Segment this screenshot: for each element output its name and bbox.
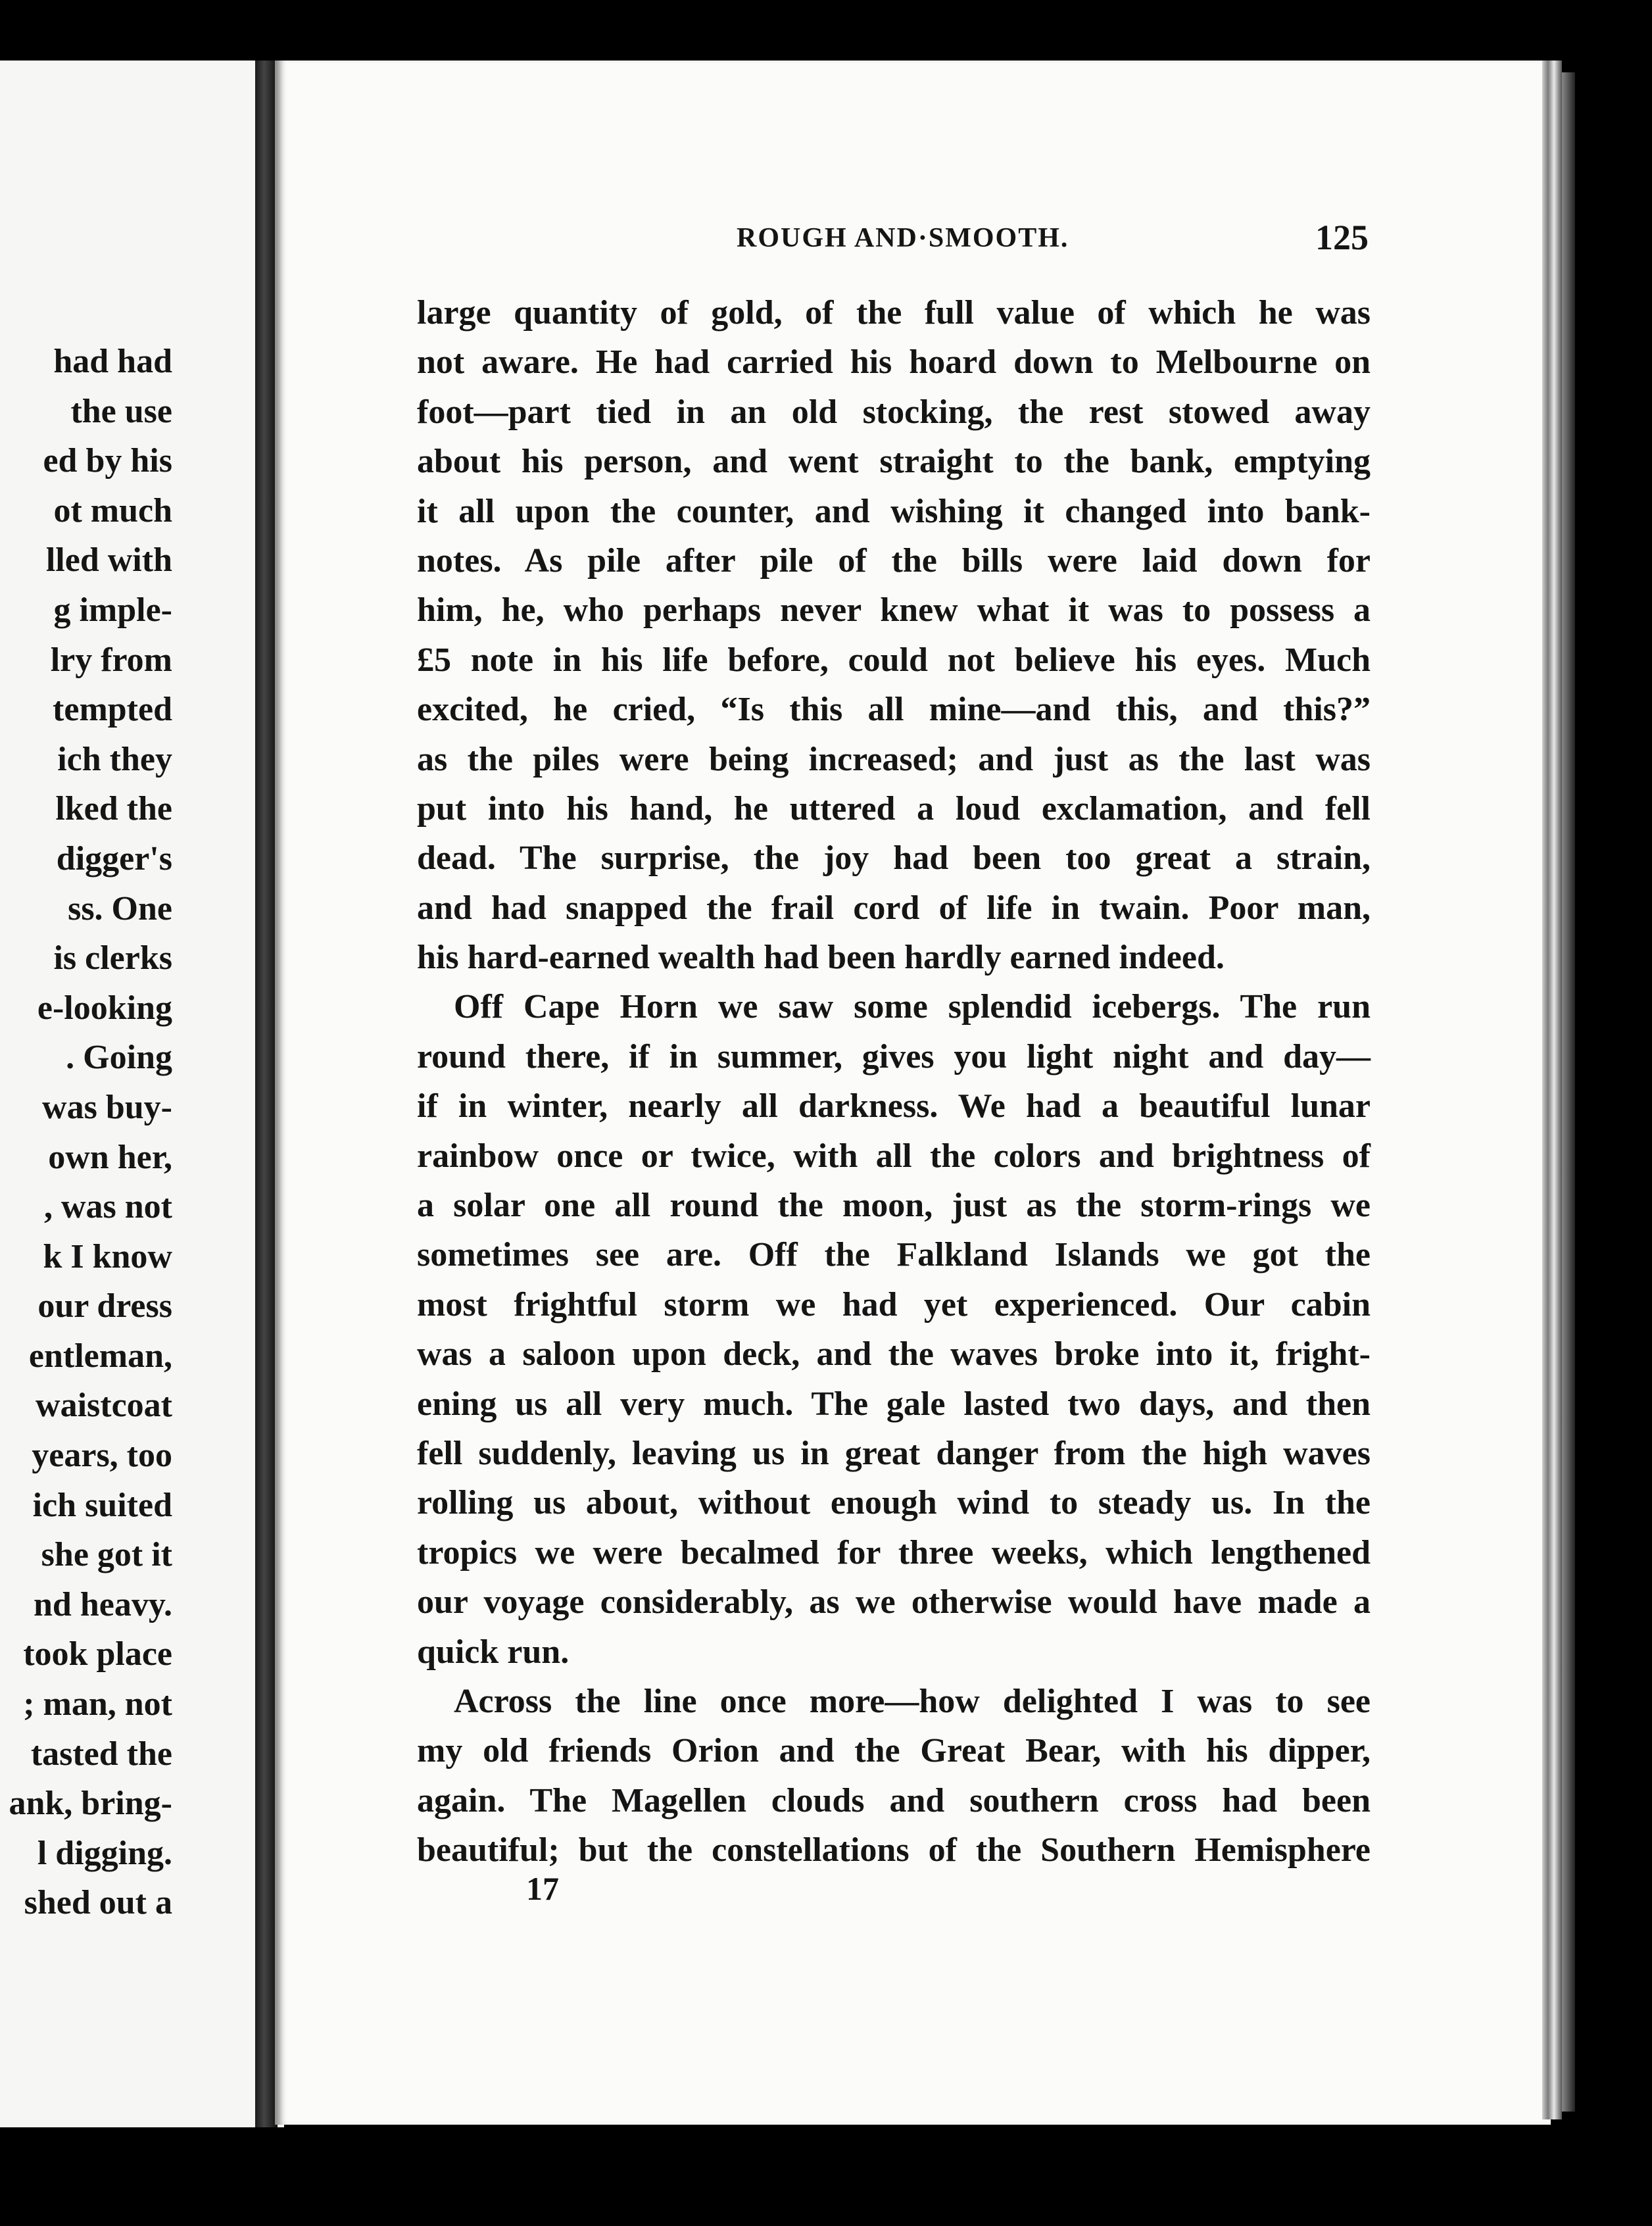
text-line: Across the line once more—how delighted I was to see [454,1682,1371,1720]
left-page-line: years, too [32,1437,172,1475]
left-page-line: our dress [37,1287,172,1325]
text-line: excited, he cried, “Is this all mine—and this, and this?” [417,691,1371,729]
left-page-line: took place [23,1635,172,1673]
left-page-line: e-looking [37,989,172,1027]
text-line: if in winter, nearly all darkness. We had a beautiful lunar [417,1087,1371,1125]
left-page-line: waistcoat [36,1387,172,1425]
left-page-line: she got it [41,1536,172,1574]
text-line: a solar one all round the moon, just as the storm-rings we [417,1187,1371,1225]
text-line: sometimes see are. Off the Falkland Islands we got the [417,1236,1371,1274]
left-page-line: l digging. [37,1834,172,1872]
page-edge-shadow [1562,72,1575,2112]
text-line: my old friends Orion and the Great Bear, with his dipper, [417,1732,1371,1770]
text-line: fell suddenly, leaving us in great danger from the high waves [417,1434,1371,1472]
left-page-line: lled with [45,541,172,580]
text-line: about his person, and went straight to the bank, emptying [417,443,1371,481]
left-page-line: own her, [48,1138,172,1176]
text-line: most frightful storm we had yet experienced. Our cabin [417,1285,1371,1323]
left-page-line: ich they [57,740,172,778]
text-line: put into his hand, he uttered a loud exclamation, and fell [417,789,1371,828]
left-page-line: ss. One [68,889,172,928]
text-line: ening us all very much. The gale lasted two days, and then [417,1385,1371,1423]
left-page-line: tasted the [30,1735,172,1773]
text-line: large quantity of gold, of the full value of which he was [417,294,1371,332]
text-line: not aware. He had carried his hoard down to Melbourne on [417,343,1371,382]
text-line: it all upon the counter, and wishing it changed into bank- [417,492,1371,530]
text-line: as the piles were being increased; and just as the last was [417,740,1371,778]
left-page-line: is clerks [53,939,172,977]
left-page-line: had had [53,343,172,380]
text-line: again. The Magellen clouds and southern cross had been [417,1781,1371,1819]
left-page-line: the use [70,392,172,430]
text-line: rainbow once or twice, with all the colors and brightness of [417,1137,1371,1175]
left-page-line: . Going [66,1039,172,1077]
left-page-line: , was not [43,1188,172,1226]
body-text [417,288,1371,1875]
left-page-line: ; man, not [23,1685,172,1723]
page-edge [1542,61,1562,2119]
left-page-text [0,337,172,1928]
text-line: notes. As pile after pile of the bills were laid down for [417,541,1371,580]
left-page-line: lked the [55,790,172,828]
left-page-line: nd heavy. [34,1585,172,1623]
left-page-line: k I know [43,1237,172,1275]
text-line: round there, if in summer, gives you light night and day— [417,1037,1371,1076]
text-line: and had snapped the frail cord of life in twain. Poor man, [417,889,1371,927]
left-page-line: shed out a [24,1884,172,1922]
text-line: our voyage considerably, as we otherwise would have made a [417,1583,1371,1621]
text-line: quick run. [417,1633,570,1671]
left-page-line: was buy- [42,1088,172,1126]
text-line: £5 note in his life before, could not believe his eyes. Much [417,641,1371,679]
left-page-line: tempted [53,691,172,729]
book-gutter [255,61,278,2127]
left-page-line: ed by his [43,442,172,480]
left-page-line: lry from [50,641,172,679]
page-number: 125 [1315,218,1369,257]
text-line: him, he, who perhaps never knew what it was to possess a [417,591,1371,630]
text-line: was a saloon upon deck, and the waves broke into it, fright- [417,1335,1371,1373]
text-line: Off Cape Horn we saw some splendid icebergs. The run [454,988,1371,1026]
running-head: ROUGH AND·SMOOTH. [737,223,1069,253]
left-page-line: ank, bring- [9,1785,172,1823]
left-page-line: digger's [56,839,172,878]
left-page-line: ot much [53,491,172,530]
text-line: dead. The surprise, the joy had been too great a strain, [417,839,1371,878]
text-line: tropics we were becalmed for three weeks, which lengthened [417,1533,1371,1571]
left-page-line: entleman, [28,1337,172,1375]
text-line: foot—part tied in an old stocking, the rest stowed away [417,393,1371,431]
text-line: rolling us about, without enough wind to steady us. In the [417,1484,1371,1522]
signature-mark: 17 [526,1870,559,1907]
left-page [0,61,284,2127]
text-line: beautiful; but the constellations of the Southern Hemisphere [417,1831,1371,1869]
left-page-line: ich suited [32,1486,172,1524]
left-page-line: g imple- [53,591,172,629]
text-line: his hard-earned wealth had been hardly earned indeed. [417,939,1225,977]
